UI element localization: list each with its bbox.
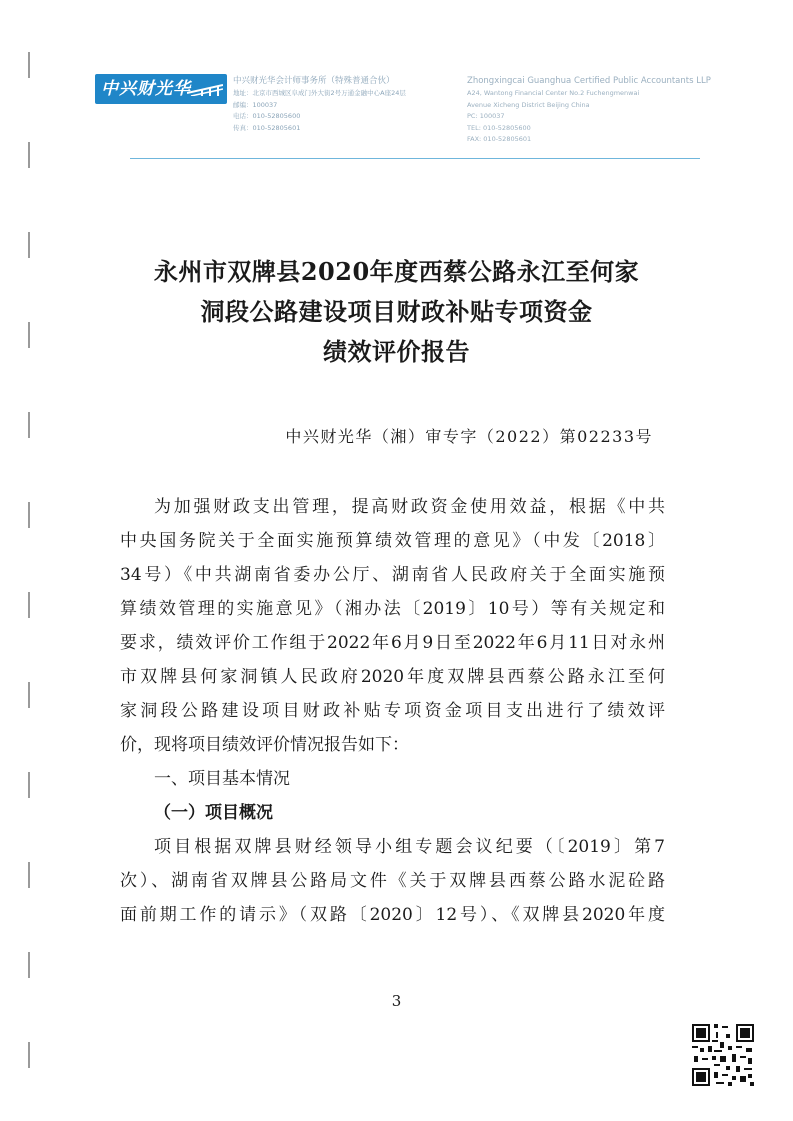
intro-line: 34号）《中共湖南省委办公厅、湖南省人民政府关于全面实施预 — [120, 565, 665, 585]
letterhead-postcode-cn: 邮编：100037 — [233, 100, 278, 109]
letterhead-address-en-1: A24, Wantong Financial Center No.2 Fuchengmenwai — [467, 89, 640, 97]
letterhead-phone-cn: 电话：010-52805600 — [233, 112, 301, 120]
report-title-line-3: 绩效评价报告 — [323, 337, 470, 366]
letterhead-fax-en: FAX: 010-52805601 — [467, 135, 532, 143]
document-number: 中兴财光华（湘）审专字（2022）第02233号 — [285, 427, 653, 446]
subsection-heading-overview: （一）项目概况 — [154, 803, 273, 823]
letterhead-postcode-en: PC: 100037 — [467, 112, 505, 120]
firm-logo — [95, 74, 227, 104]
letterhead-fax-cn: 传真：010-52805601 — [233, 123, 301, 132]
page-number: 3 — [391, 992, 402, 1010]
overview-line: 项目根据双牌县财经领导小组专题会议纪要（〔2019〕第7 — [154, 837, 665, 857]
letterhead-divider — [130, 158, 700, 159]
overview-line: 次）、湖南省双牌县公路局文件《关于双牌县西蔡公路水泥砼路 — [120, 871, 665, 891]
intro-line: 价，现将项目绩效评价情况报告如下： — [120, 735, 409, 755]
logo-stripe-icon — [187, 82, 223, 96]
intro-line: 要求，绩效评价工作组于2022年6月9日至2022年6月11日对永州 — [120, 633, 665, 653]
qr-code-icon — [690, 1022, 756, 1088]
letterhead-firm-name-cn: 中兴财光华会计师事务所（特殊普通合伙） — [233, 76, 395, 86]
report-body — [120, 490, 665, 932]
intro-line: 中央国务院关于全面实施预算绩效管理的意见》（中发〔2018〕 — [120, 531, 665, 551]
report-title-line-2: 洞段公路建设项目财政补贴专项资金 — [200, 297, 593, 326]
intro-line: 为加强财政支出管理，提高财政资金使用效益，根据《中共 — [154, 497, 665, 517]
letterhead-phone-en: TEL: 010-52805600 — [467, 123, 531, 132]
report-title — [100, 252, 693, 372]
section-heading-basic-info: 一、项目基本情况 — [154, 769, 290, 789]
intro-line: 算绩效管理的实施意见》（湘办法〔2019〕10号）等有关规定和 — [120, 599, 665, 619]
letterhead-chinese-info — [233, 74, 468, 134]
overview-line: 面前期工作的请示》（双路〔2020〕12号）、《双牌县2020年度 — [120, 905, 665, 925]
letterhead-address-en-2: Avenue Xicheng District Beijing China — [467, 100, 590, 109]
firm-logo-text: 中兴财光华 — [101, 79, 191, 99]
letterhead-firm-name-en: Zhongxingcai Guanghua Certified Public Accountants LLP — [467, 76, 711, 86]
intro-line: 市双牌县何家洞镇人民政府2020年度双牌县西蔡公路永江至何 — [120, 667, 665, 687]
letterhead-english-info — [467, 74, 717, 146]
report-title-line-1: 永州市双牌县2020年度西蔡公路永江至何家 — [153, 257, 640, 286]
binding-marks — [28, 0, 34, 1121]
letterhead-address-cn: 地址：北京市西城区阜成门外大街2号万通金融中心A座24层 — [233, 89, 406, 97]
letterhead — [95, 72, 715, 156]
intro-line: 家洞段公路建设项目财政补贴专项资金项目支出进行了绩效评 — [120, 701, 665, 721]
